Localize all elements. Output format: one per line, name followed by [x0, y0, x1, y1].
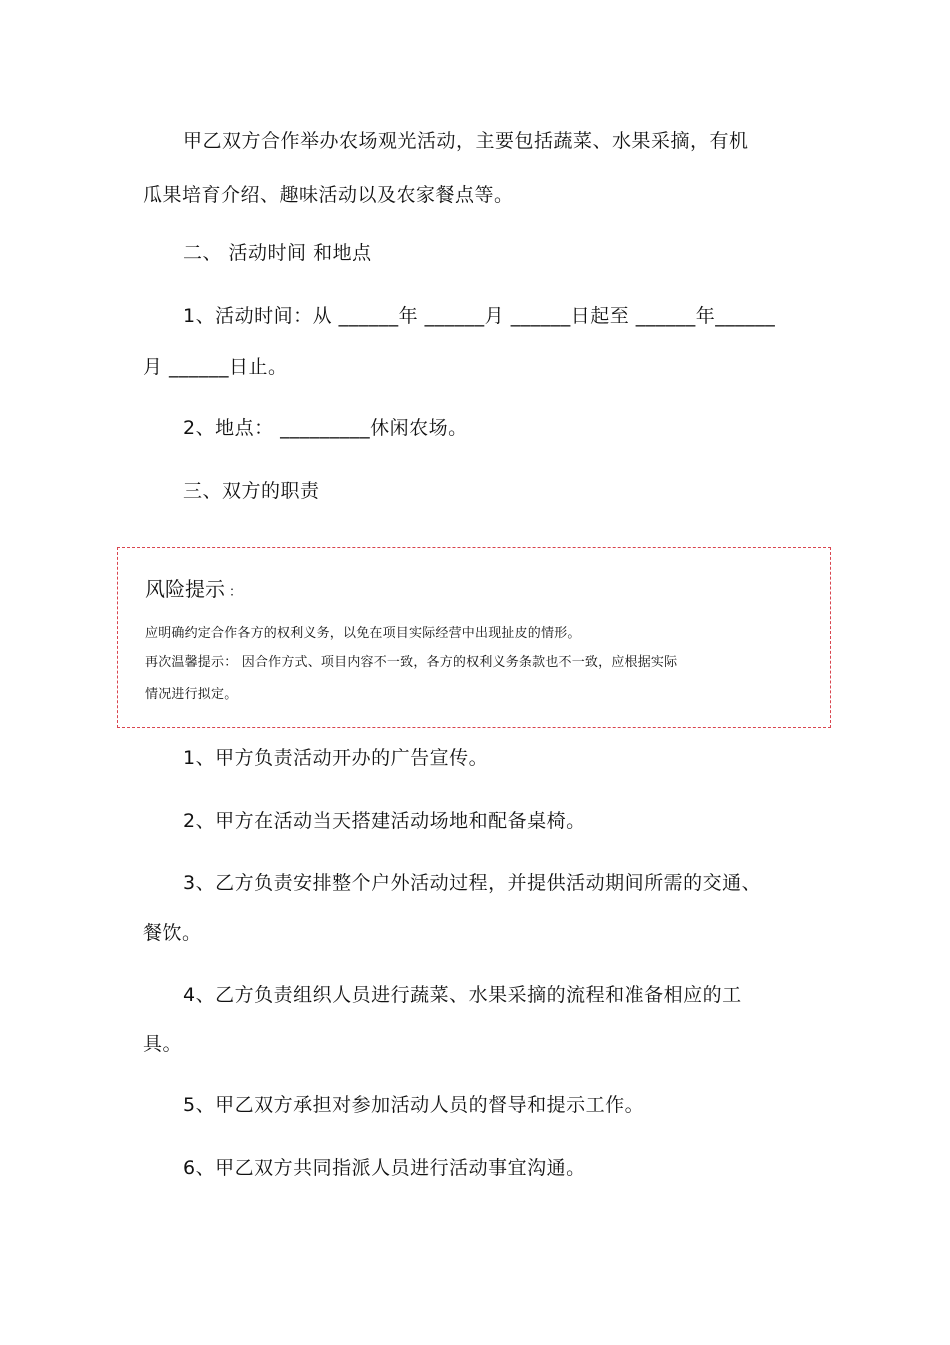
- risk-notice-box: [117, 547, 831, 728]
- duty-item-2: 2、甲方在活动当天搭建活动场地和配备桌椅。: [183, 810, 586, 832]
- risk-notice-title-text: 风险提示: [145, 577, 225, 601]
- duty-item-3-line-1: 3、乙方负责安排整个户外活动过程，并提供活动期间所需的交通、: [183, 872, 762, 894]
- risk-notice-line-1: 应明确约定合作各方的权利义务，以免在项目实际经营中出现扯皮的情形。: [145, 626, 581, 641]
- duty-item-6: 6、甲乙双方共同指派人员进行活动事宜沟通。: [183, 1157, 586, 1179]
- risk-notice-line-3: 情况进行拟定。: [145, 687, 238, 702]
- activity-time-line-2: 月 ______日止。: [143, 356, 288, 378]
- intro-paragraph-line-2: 瓜果培育介绍、趣味活动以及农家餐点等。: [143, 184, 514, 206]
- risk-notice-line-2: 再次温馨提示： 因合作方式、项目内容不一致，各方的权利义务条款也不一致，应根据实际: [145, 655, 678, 670]
- location-line: 2、地点： _________休闲农场。: [183, 417, 468, 439]
- activity-time-line-1: 1、活动时间：从 ______年 ______月 ______日起至 ______年______: [183, 305, 776, 327]
- duty-item-5: 5、甲乙双方承担对参加活动人员的督导和提示工作。: [183, 1094, 645, 1116]
- section-heading-time-place: 二、 活动时间 和地点: [183, 242, 372, 264]
- risk-notice-title: [145, 577, 242, 605]
- risk-notice-title-colon: ：: [229, 585, 243, 600]
- duty-item-1: 1、甲方负责活动开办的广告宣传。: [183, 747, 489, 769]
- section-heading-duties: 三、双方的职责: [183, 480, 320, 502]
- duty-item-4-line-2: 具。: [143, 1033, 183, 1055]
- duty-item-4-line-1: 4、乙方负责组织人员进行蔬菜、水果采摘的流程和准备相应的工: [183, 984, 742, 1006]
- intro-paragraph-line-1: 甲乙双方合作举办农场观光活动，主要包括蔬菜、水果采摘，有机: [183, 130, 749, 152]
- duty-item-3-line-2: 餐饮。: [143, 922, 202, 944]
